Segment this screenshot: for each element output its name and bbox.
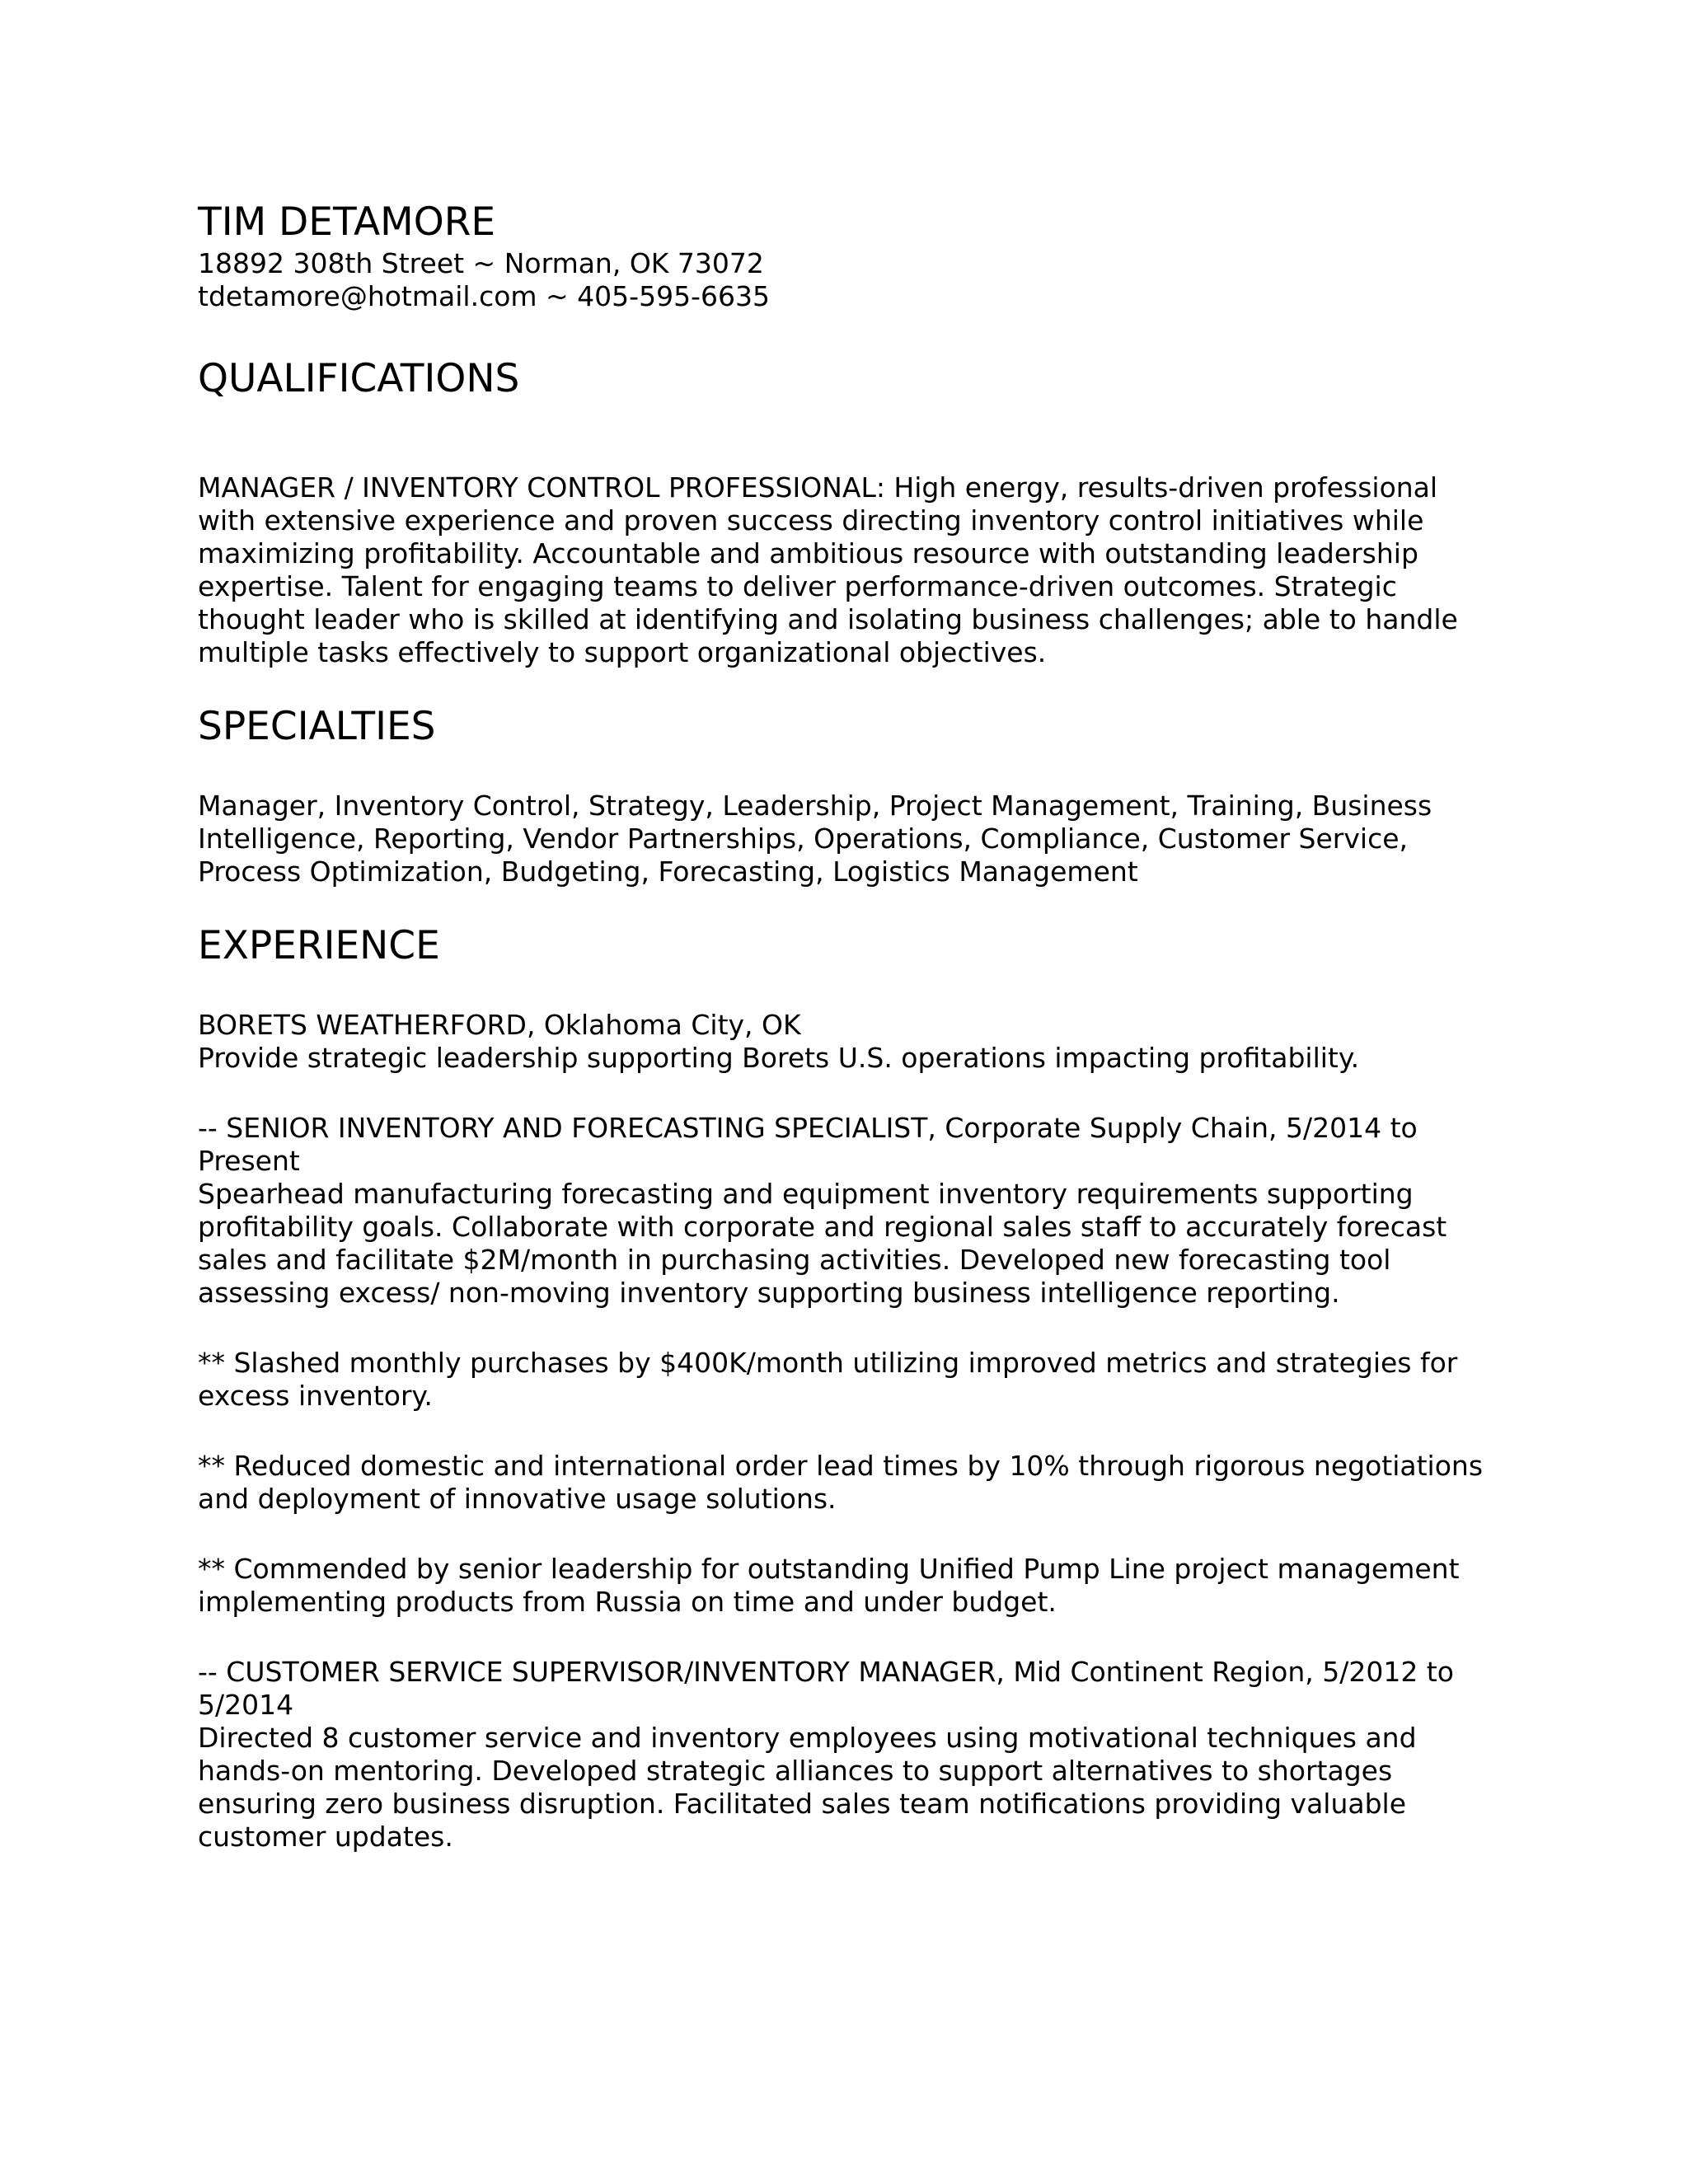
company-block [198, 1009, 1500, 1075]
achievement-bullet: ** Commended by senior leadership for outstanding Unified Pump Line project management implementing products from Russia on time and under budget. [198, 1553, 1460, 1618]
experience-heading: EXPERIENCE [198, 923, 440, 968]
role-title: -- CUSTOMER SERVICE SUPERVISOR/INVENTORY MANAGER, Mid Continent Region, 5/2012 to 5/2014 [198, 1656, 1454, 1721]
contact-line: tdetamore@hotmail.com ~ 405-595-6635 [198, 280, 770, 312]
specialties-text: Manager, Inventory Control, Strategy, Leadership, Project Management, Training, Business Intelligence, Reporting, Vendor Partnerships, Operations, Compliance, Customer Service, Process Optimization, Budgeting, Forecasting, Logistics Management [198, 790, 1432, 888]
role-entry [198, 1112, 1500, 1310]
company-line: BORETS WEATHERFORD, Oklahoma City, OK [198, 1009, 801, 1041]
achievement-bullet: ** Slashed monthly purchases by $400K/month utilizing improved metrics and strategies for excess inventory. [198, 1347, 1458, 1412]
experience-section [198, 921, 1500, 1854]
role-entry [198, 1656, 1500, 1854]
role-description: Directed 8 customer service and inventory employees using motivational techniques and hands-on mentoring. Developed strategic alliances to support alternatives to shortages ensuring zero business disruption. Facilitated sales team notifications providing valuable customer updates. [198, 1722, 1417, 1853]
role-description: Spearhead manufacturing forecasting and equipment inventory requirements supporting profitability goals. Collaborate with corporate and regional sales staff to accurately forecast sales and facilitate $2M/month in purchasing activities. Developed new forecasting tool assessing excess/ non-moving inventory supporting business intelligence reporting. [198, 1178, 1447, 1309]
resume-page [198, 198, 1500, 1854]
company-summary: Provide strategic leadership supporting Borets U.S. operations impacting profitability. [198, 1042, 1360, 1074]
specialties-heading: SPECIALTIES [198, 704, 436, 749]
qualifications-text: MANAGER / INVENTORY CONTROL PROFESSIONAL: High energy, results-driven professional with extensive experience and proven success directing inventory control initiatives while maximizing profitability. Accountable and ambitious resource with outstanding leadership expertise. Talent for engaging teams to deliver performance-driven outcomes. Strategic thought leader who is skilled at identifying and isolating business challenges; able to handle multiple tasks effectively to support organizational objectives. [198, 471, 1458, 668]
candidate-name: TIM DETAMORE [198, 199, 496, 245]
resume-header [198, 198, 1500, 313]
role-title: -- SENIOR INVENTORY AND FORECASTING SPECIALIST, Corporate Supply Chain, 5/2014 to Present [198, 1112, 1418, 1177]
address-line: 18892 308th Street ~ Norman, OK 73072 [198, 247, 764, 279]
qualifications-heading: QUALIFICATIONS [198, 356, 520, 401]
qualifications-section [198, 354, 1500, 669]
achievement-bullet: ** Reduced domestic and international order lead times by 10% through rigorous negotiations and deployment of innovative usage solutions. [198, 1450, 1484, 1515]
specialties-section [198, 702, 1500, 888]
